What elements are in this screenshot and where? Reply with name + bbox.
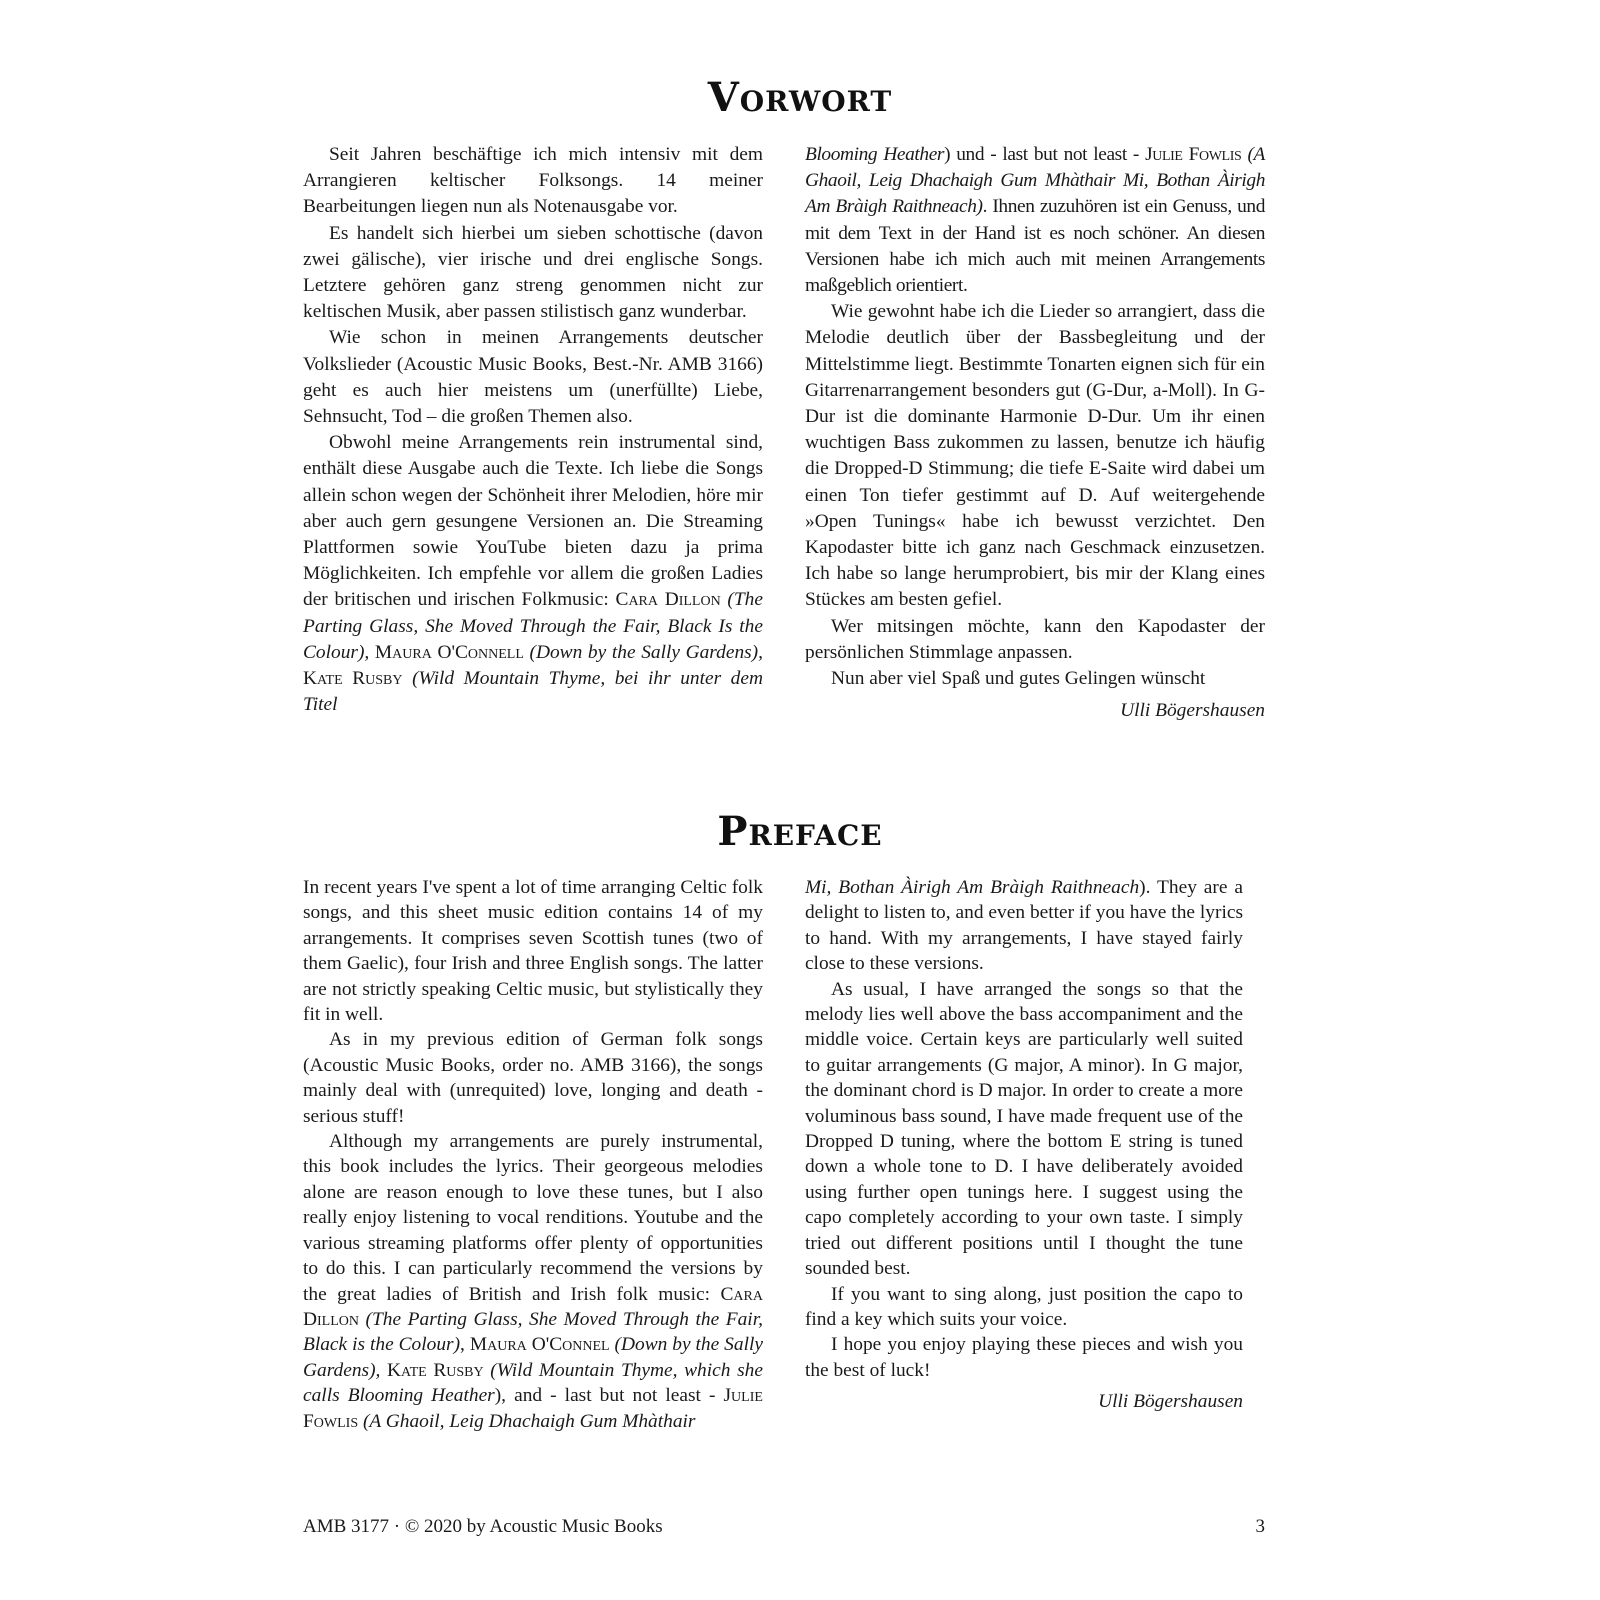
work-titles: (A Ghaoil, Leig Dhachaigh Gum Mhàthair xyxy=(358,1410,696,1432)
work-titles: (Wild Mountain Thyme, bei ihr unter dem Titel xyxy=(303,668,763,716)
paragraph: Wie gewohnt habe ich die Lieder so arrangiert, dass die Melodie deutlich über der Bassbegleitung und der Mittelstimme liegt. Bestimmte Tonarten eignen sich für ein Gitarrenarrangement besonders gut (G-Dur, a-Moll). In G-Dur ist die dominante Harmonie D-Dur. Um ihr einen wuchtigen Bass zukommen zu lassen, benutze ich häufig die Dropped-D Stimmung; die tiefe E-Saite wird dabei um einen Ton tiefer gestimmt auf D. Auf weitergehende »Open Tunings« habe ich bewusst verzichtet. Den Kapodaster bitte ich ganz nach Geschmack einzusetzen. Ich habe so lange herumprobiert, bis mir der Klang eines Stückes am besten gefiel. xyxy=(805,301,1265,611)
artist-name: Julie Fowlis xyxy=(303,1385,763,1432)
vorwort-right-column xyxy=(805,142,1265,724)
paragraph-text: ), and - last but not least - xyxy=(494,1385,724,1407)
work-titles: (Down by the Sally Gardens), xyxy=(303,1334,763,1381)
paragraph-continuation xyxy=(805,142,1265,299)
vorwort-columns xyxy=(303,142,1265,724)
work-titles: (Wild Mountain Thyme, which she calls xyxy=(303,1359,763,1407)
vorwort-left-column xyxy=(303,142,763,724)
paragraph-text: . Ihnen zuzuhören ist ein Genuss, und mit dem Text in der Hand ist es noch schöner. An diesen Versionen habe ich mich auch mit meinen Arrangements maßgeblich orientiert. xyxy=(805,196,1265,297)
paragraph: I hope you enjoy playing these pieces and wish you the best of luck! xyxy=(804,1334,1243,1381)
paragraph-text: ). They are a delight to listen to, and even better if you have the lyrics to hand. With my arrangements, I have stayed fairly close to these versions. xyxy=(804,877,1243,975)
work-title: Blooming Heather xyxy=(347,1385,495,1407)
artist-name: Cara Dillon xyxy=(303,1283,763,1330)
author-signature: Ulli Bögershausen xyxy=(1098,1391,1243,1413)
paragraph: Nun aber viel Spaß und gutes Gelingen wünscht xyxy=(831,668,1206,690)
paragraph-with-artists xyxy=(303,430,763,718)
author-signature: Ulli Bögershausen xyxy=(1120,700,1265,722)
work-title: Blooming Heather xyxy=(805,144,945,165)
artist-name: Julie Fowlis xyxy=(1145,144,1242,165)
paragraph-text: ) und - last but not least - xyxy=(944,144,1146,165)
artist-name: Kate Rusby xyxy=(303,668,403,690)
paragraph: As usual, I have arranged the songs so that the melody lies well above the bass accompaniment and the middle voice. Certain keys are particularly well suited to guitar arrangements (G major, A minor). In G major, the dominant chord is D major. In order to create a more voluminous bass sound, I have made frequent use of the Dropped D tuning, where the bottom E string is tuned down a whole tone to D. I have deliberately avoided using further open tunings here. I suggest using the capo completely according to your own taste. I simply tried out different positions until I thought the tune sounded best. xyxy=(804,978,1243,1280)
paragraph: If you want to sing along, just position the capo to find a key which suits your voice. xyxy=(804,1283,1243,1330)
paragraph: Es handelt sich hierbei um sieben schottische (davon zwei gälische), vier irische und drei englische Songs. Letztere gehören ganz streng genommen nicht zur keltischen Musik, aber passen stilistisch ganz wunderbar. xyxy=(303,222,763,323)
paragraph: Wie schon in meinen Arrangements deutscher Volkslieder (Acoustic Music Books, Best.-Nr. AMB 3166) geht es auch hier meistens um (unerfüllte) Liebe, Sehnsucht, Tod – die großen Themen also. xyxy=(303,327,763,428)
paragraph: Seit Jahren beschäftige ich mich intensiv mit dem Arrangieren keltischer Folksongs. 14 meiner Bearbeitungen liegen nun als Notenausgabe vor. xyxy=(303,144,763,218)
paragraph-continuation xyxy=(805,875,1243,977)
paragraph-text: Obwohl meine Arrangements rein instrumental sind, enthält diese Ausgabe auch die Texte. Ich liebe die Songs allein schon wegen der Schönheit ihrer Melodien, höre mir aber auch gern gesungene Versionen an. Die Streaming Plattformen sowie YouTube bieten dazu ja prima Möglichkeiten. Ich empfehle vor allem die großen Ladies der britischen und irischen Folkmusic: xyxy=(303,432,763,611)
work-title: Mi, Bothan Àirigh Am Bràigh Raithneach xyxy=(804,877,1140,898)
artist-name: Kate Rusby xyxy=(387,1359,484,1381)
paragraph: As in my previous edition of German folk songs (Acoustic Music Books, order no. AMB 3166), the songs mainly deal with (unrequited) love, longing and death - serious stuff! xyxy=(303,1029,763,1127)
artist-name: Maura O'Connell xyxy=(374,641,524,663)
preface-right-column xyxy=(805,875,1243,1434)
page-number: 3 xyxy=(1255,1516,1265,1537)
artist-name: Cara Dillon xyxy=(615,589,721,611)
artist-name: Maura O'Connel xyxy=(469,1334,610,1356)
work-titles: (A Ghaoil, Leig Dhachaigh Gum Mhàthair Mi, Bothan Àirigh Am Bràigh Raithneach) xyxy=(805,144,1265,218)
paragraph: In recent years I've spent a lot of time arranging Celtic folk songs, and this sheet music edition contains 14 of my arrangements. It comprises seven Scottish tunes (two of them Gaelic), four Irish and three English songs. The latter are not strictly speaking Celtic music, but stylistically they fit in well. xyxy=(303,877,763,1026)
work-titles: (The Parting Glass, She Moved Through the Fair, Black Is the Colour), xyxy=(303,589,763,663)
footer-copyright: AMB 3177 · © 2020 by Acoustic Music Books xyxy=(303,1516,663,1537)
page-title-vorwort: Vorwort xyxy=(707,74,893,121)
page-title-preface: Preface xyxy=(717,808,883,855)
work-titles: (The Parting Glass, She Moved Through the Fair, Black is the Colour) xyxy=(303,1308,763,1356)
preface-left-column xyxy=(303,875,763,1434)
paragraph: Wer mitsingen möchte, kann den Kapodaster der persönlichen Stimmlage anpassen. xyxy=(805,615,1265,663)
paragraph-text: Although my arrangements are purely instrumental, this book includes the lyrics. Their georgeous melodies alone are reason enough to love these tunes, but I also really enjoy listening to vocal renditions. Youtube and the various streaming platforms offer plenty of opportunities to do this. I can particularly recommend the versions by the great ladies of British and Irish folk music: xyxy=(303,1131,763,1305)
page-footer xyxy=(303,1516,1265,1538)
preface-columns xyxy=(303,875,1243,1434)
paragraph-with-artists xyxy=(303,1129,763,1434)
work-titles: (Down by the Sally Gardens), xyxy=(523,641,763,663)
paragraph-text: , xyxy=(460,1334,470,1356)
